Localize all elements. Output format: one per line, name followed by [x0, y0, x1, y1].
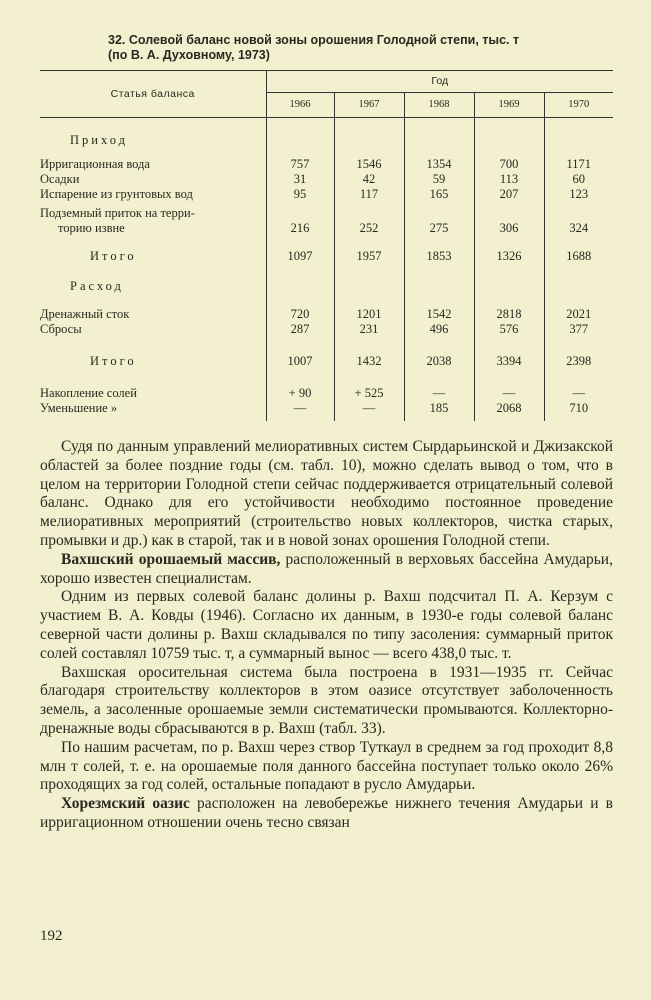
cell: 720	[266, 294, 334, 322]
table-row	[40, 202, 613, 236]
cell: 207	[474, 187, 544, 202]
term-bold: Хорезмский оазис	[61, 795, 190, 813]
table-row	[40, 148, 613, 172]
table-row	[40, 294, 613, 322]
cell: 2398	[544, 337, 613, 369]
cell: 59	[404, 172, 474, 187]
cell: + 525	[334, 369, 404, 401]
year-group-header: Год	[266, 71, 613, 93]
cell: 2021	[544, 294, 613, 322]
cell: —	[404, 369, 474, 401]
cell: 324	[544, 202, 613, 236]
cell: 123	[544, 187, 613, 202]
cell: 60	[544, 172, 613, 187]
cell: 1957	[334, 236, 404, 264]
table-row	[40, 172, 613, 187]
table-row	[40, 401, 613, 421]
cell: 757	[266, 148, 334, 172]
cell: 1432	[334, 337, 404, 369]
cell: 496	[404, 322, 474, 337]
cell: + 90	[266, 369, 334, 401]
cell: 377	[544, 322, 613, 337]
cell: 165	[404, 187, 474, 202]
paragraph: Судя по данным управлений мелиоративных систем Сырдарьинской и Джизакской областей за более поздние годы (см. табл. 10), можно сделать вывод о том, что в целом на территории Голодной степи сейчас поддерживается отрицательный солевой баланс. Однако для его устойчивости необходимо постоянное проведение мелиоративных мероприятий (строительство новых коллекторов, чистка старых, промывки и др.) как в старой, так и в новой зонах орошения Голодной степи.	[40, 438, 613, 549]
row-label: Осадки	[40, 172, 80, 186]
row-label: Итого	[90, 249, 137, 263]
cell: —	[474, 369, 544, 401]
cell: 1354	[404, 148, 474, 172]
row-header: Статья баланса	[40, 71, 266, 118]
cell: 1201	[334, 294, 404, 322]
cell: 287	[266, 322, 334, 337]
cell: 275	[404, 202, 474, 236]
table-row-total	[40, 236, 613, 264]
cell: —	[544, 369, 613, 401]
cell: 95	[266, 187, 334, 202]
row-label: Сбросы	[40, 322, 82, 336]
cell: 2818	[474, 294, 544, 322]
cell: 42	[334, 172, 404, 187]
paragraph	[40, 795, 613, 833]
term-bold: Вахшский орошаемый массив,	[61, 550, 281, 568]
cell: 231	[334, 322, 404, 337]
cell: 1542	[404, 294, 474, 322]
body-text	[40, 438, 613, 833]
paragraph: Вахшская оросительная система была построена в 1931—1935 гг. Сейчас благодаря строительству коллекторов в этом оазисе отсутствует заболоченность земель, а засоленные орошаемые земли систематически промываются. Коллекторно-дренажные воды сбрасываются в р. Вахш (табл. 33).	[40, 663, 613, 737]
table-caption	[108, 33, 608, 63]
cell: 1853	[404, 236, 474, 264]
cell: 306	[474, 202, 544, 236]
cell: 1546	[334, 148, 404, 172]
salt-balance-table	[40, 70, 613, 421]
year-header: 1970	[544, 92, 613, 117]
row-label-line: Подземный приток на терри-	[40, 206, 195, 220]
section-expense: Расход	[70, 279, 124, 293]
cell: 252	[334, 202, 404, 236]
cell: —	[266, 401, 334, 421]
row-label: Ирригационная вода	[40, 157, 150, 171]
cell: 216	[266, 202, 334, 236]
paragraph-text: расположен на левобережье нижнего течения Амударьи и в ирригационном отношении очень тесно связан	[40, 795, 613, 831]
row-label: Уменьшение »	[40, 401, 118, 415]
section-income: Приход	[70, 133, 128, 147]
row-label: Накопление солей	[40, 386, 137, 400]
table-row	[40, 187, 613, 202]
cell: 117	[334, 187, 404, 202]
row-label-line: торию извне	[58, 221, 125, 235]
page-number: 192	[40, 928, 63, 944]
paragraph-text: расположенный в верховьях бассейна Амударьи, хорошо известен специалистам.	[40, 550, 613, 587]
cell: 113	[474, 172, 544, 187]
cell: 31	[266, 172, 334, 187]
cell: 2038	[404, 337, 474, 369]
cell: 1097	[266, 236, 334, 264]
paragraph: Одним из первых солевой баланс долины р. Вахш подсчитал П. А. Керзум с участием В. А. Ковды (1946). Согласно их данным, в 1930-е годы солевой баланс северной части долины р. Вахш складывался по типу засоления: суммарный приток солей составлял 10759 тыс. т, а суммарный вынос — всего 438,0 тыс. т.	[40, 588, 613, 662]
row-label: Дренажный сток	[40, 307, 130, 321]
table-row	[40, 369, 613, 401]
cell: 710	[544, 401, 613, 421]
paragraph	[40, 551, 613, 589]
row-label: Испарение из грунтовых вод	[40, 187, 193, 201]
cell: 700	[474, 148, 544, 172]
cell: 1007	[266, 337, 334, 369]
cell: 2068	[474, 401, 544, 421]
cell: 1326	[474, 236, 544, 264]
cell: 3394	[474, 337, 544, 369]
caption-line-1: 32. Солевой баланс новой зоны орошения Голодной степи, тыс. т	[108, 33, 520, 47]
caption-line-2: (по В. А. Духовному, 1973)	[108, 48, 270, 62]
table-row-total	[40, 337, 613, 369]
year-header: 1966	[266, 92, 334, 117]
year-header: 1969	[474, 92, 544, 117]
cell: 576	[474, 322, 544, 337]
cell: 1688	[544, 236, 613, 264]
paragraph: По нашим расчетам, по р. Вахш через створ Туткаул в среднем за год проходит 8,8 млн т солей, т. е. на орошаемые поля данного бассейна поступает только около 26% проходящих за год солей, остальные попадают в русло Амударьи.	[40, 738, 613, 794]
cell: —	[334, 401, 404, 421]
cell: 1171	[544, 148, 613, 172]
row-label-multiline	[40, 202, 266, 236]
cell: 185	[404, 401, 474, 421]
year-header: 1967	[334, 92, 404, 117]
table-row	[40, 322, 613, 337]
year-header: 1968	[404, 92, 474, 117]
row-label: Итого	[90, 354, 137, 368]
